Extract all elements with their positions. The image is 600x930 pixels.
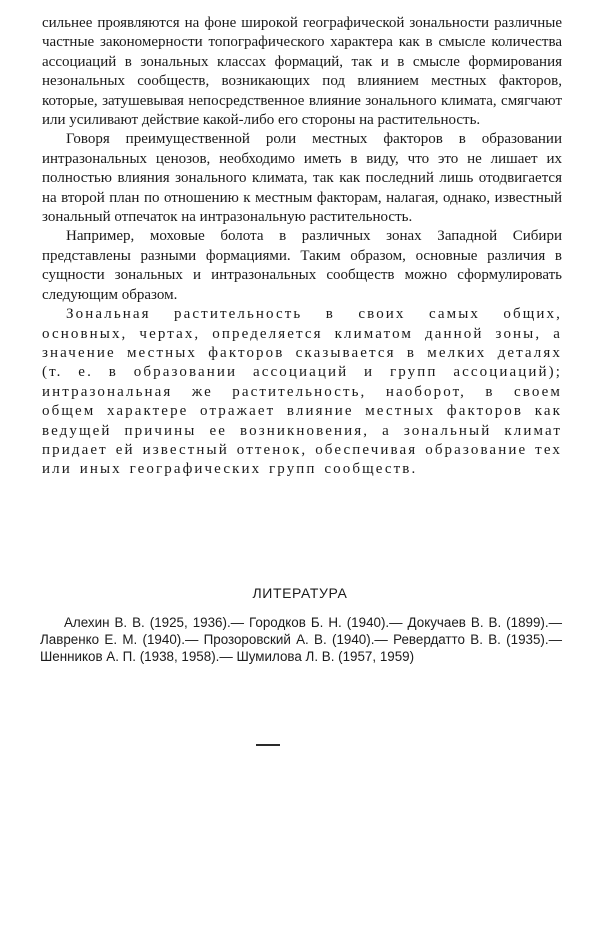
paragraph-bogs-example: Например, моховые болота в различных зонах Западной Сибири представлены разными формациями. Таким образом, основные различия в сущности зональных и интразональных сообществ можно сформулировать следующим образом. bbox=[42, 228, 562, 303]
paragraph-continued: сильнее проявляются на фоне широкой географической зональности различные частные закономерности топографического характера как в смысле количества ассоциаций в зональных классах формаций, так и в смысле формирования незональных сообществ, возникающих под влиянием местных факторов, которые, затушевывая непосредственное влияние зонального климата, смягчают или усиливают действие какой-либо его стороны на растительность. bbox=[42, 15, 562, 129]
paragraph-conclusion: Зональная растительность в своих самых общих, основных, чертах, определяется климатом данной зоны, а значение местных факторов сказывается в мелких деталях (т. е. в образовании ассоциаций и групп ассоциаций); интразональная же растительность, наоборот, в своем общем характере отражает влияние местных факторов как ведущей причины ее возникновения, а зональный климат придает ей известный оттенок, обеспечивая образование тех или иных географических групп сообществ. bbox=[42, 306, 562, 478]
references-text: Алехин В. В. (1925, 1936).— Городков Б. Н. (1940).— Докучаев В. В. (1899).— Лавренко Е. М. (1940).— Прозоровский А. В. (1940).— Ревердатто В. В. (1935).— Шенников А. П. (1938, 1958).— Шумилова Л. В. (1957, 1959) bbox=[40, 615, 562, 664]
literature-list bbox=[40, 614, 562, 665]
end-divider bbox=[256, 744, 280, 746]
paragraph-local-factors: Говоря преимущественной роли местных факторов в образовании интразональных ценозов, необходимо иметь в виду, что это не лишает их полностью влияния зонального климата, так как последний лишь отодвигается на второй план по отношению к местным факторам, налагая, однако, известный зональный отпечаток на интразональную растительность. bbox=[42, 131, 562, 226]
literature-heading: ЛИТЕРАТУРА bbox=[252, 585, 348, 601]
body-text bbox=[42, 14, 562, 480]
